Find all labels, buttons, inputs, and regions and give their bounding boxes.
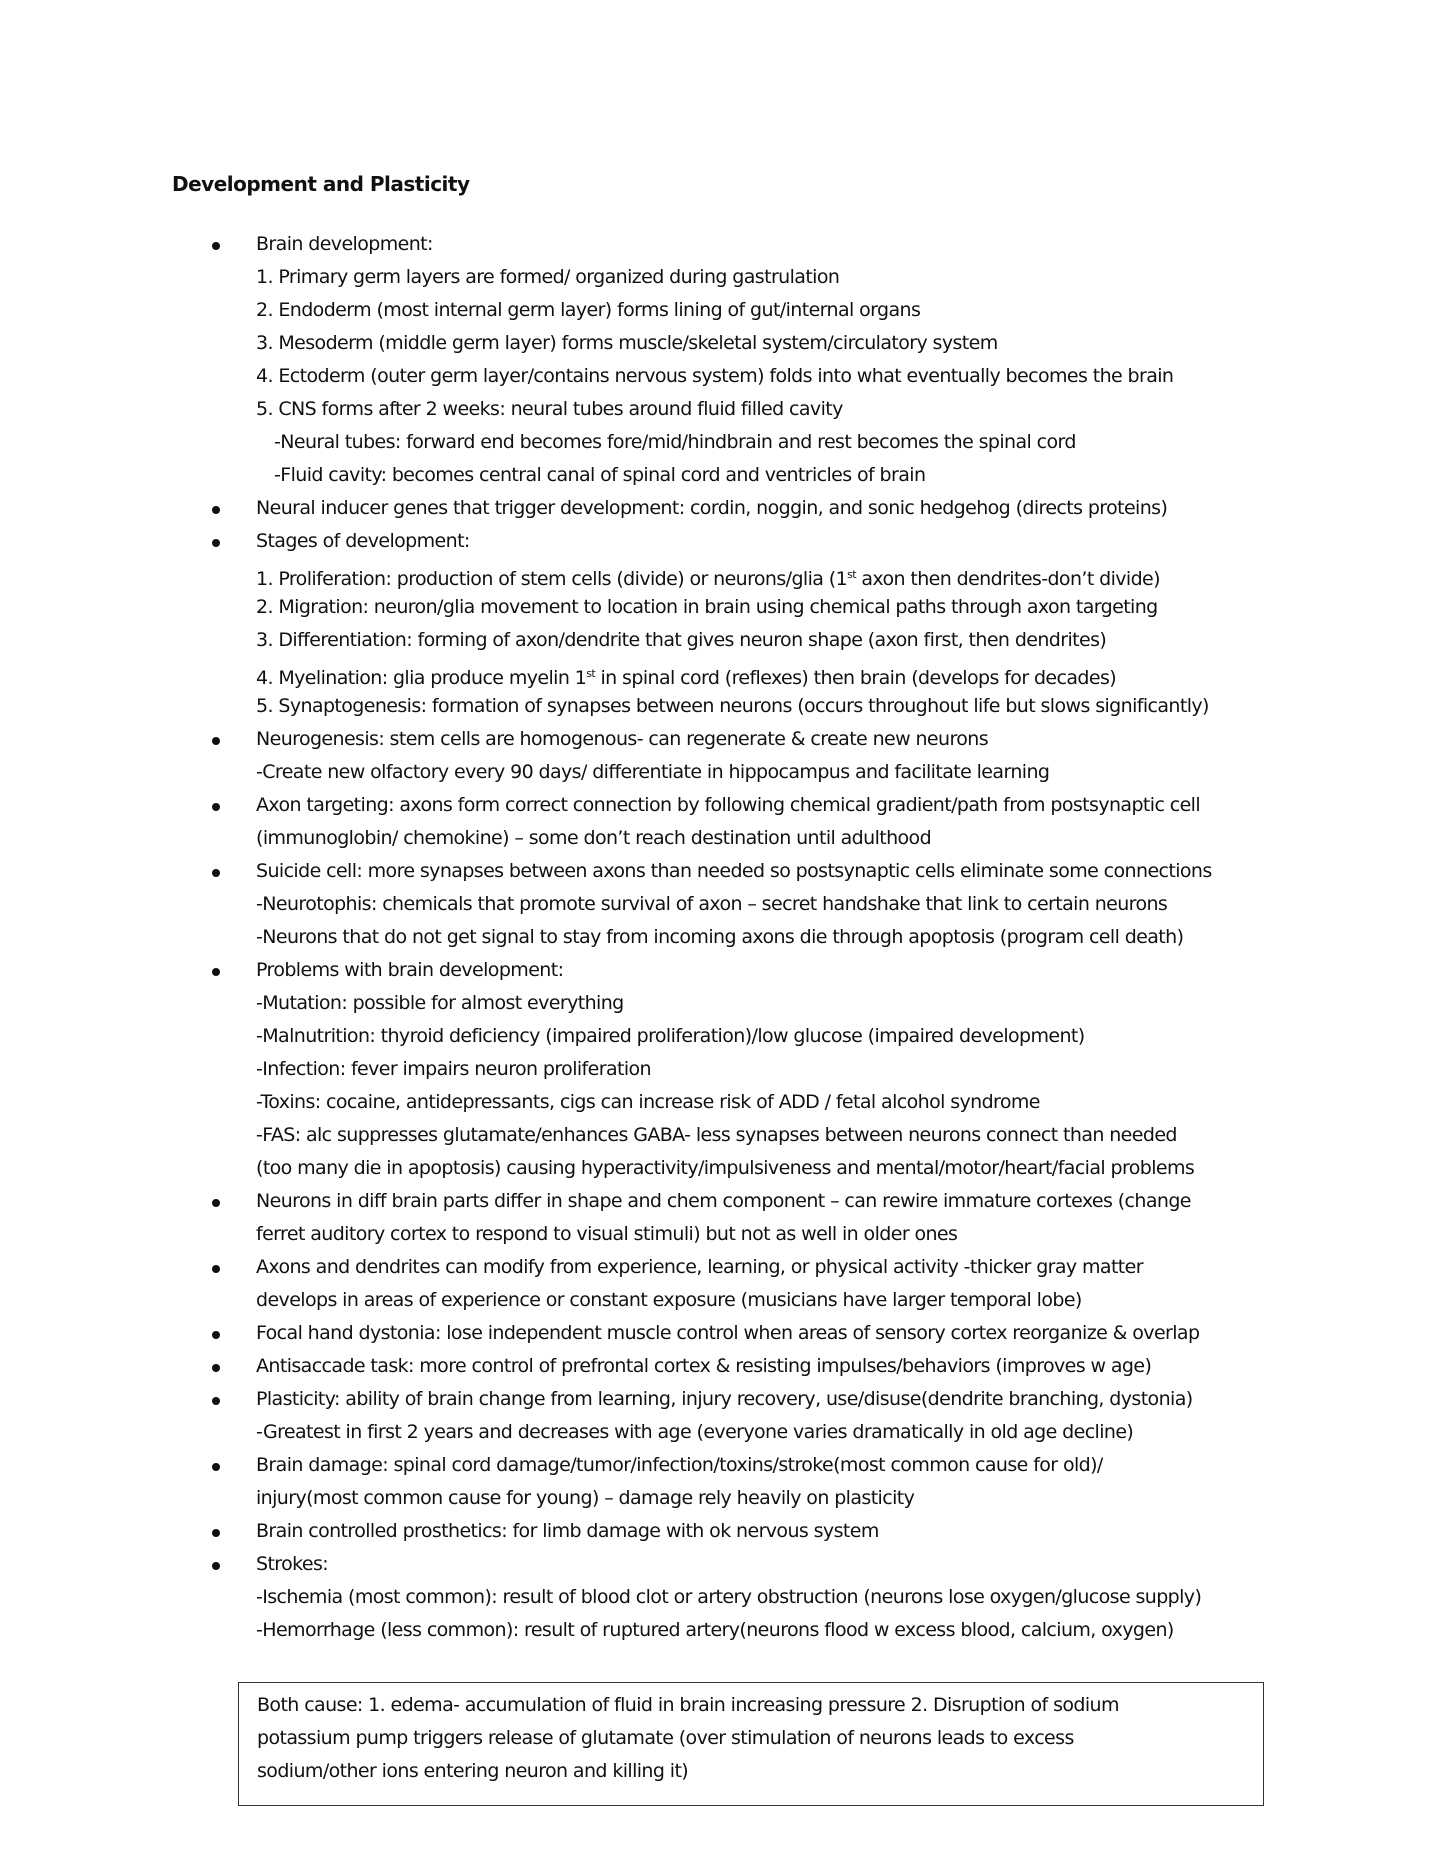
bullet-dot-icon — [212, 1199, 220, 1207]
box-line: sodium/other ions entering neuron and killing it) — [257, 1760, 689, 1782]
bullet-line-text: 5. CNS forms after 2 weeks: neural tubes around fluid filled cavity — [256, 398, 843, 420]
bullet-line — [256, 1482, 1456, 1515]
bullet-line-text: Antisaccade task: more control of prefrontal cortex & resisting impulses/behaviors (improves w age) — [256, 1355, 1152, 1377]
bullet-line — [256, 855, 1456, 888]
bullet-line-text: Axon targeting: axons form correct connection by following chemical gradient/path from postsynaptic cell — [256, 794, 1201, 816]
bullet-line — [256, 1053, 1456, 1086]
bullet-line-text: Brain damage: spinal cord damage/tumor/infection/toxins/stroke(most common cause for old)/ — [256, 1454, 1103, 1476]
bullet-line-text: Brain controlled prosthetics: for limb damage with ok nervous system — [256, 1520, 879, 1542]
bullet-line-text: -Malnutrition: thyroid deficiency (impaired proliferation)/low glucose (impaired development) — [256, 1025, 1085, 1047]
bullet-line-text: 4. Myelination: glia produce myelin 1 — [256, 667, 587, 689]
summary-box — [238, 1682, 1264, 1806]
bullet-line — [256, 1548, 1456, 1581]
bullet-line — [256, 921, 1456, 954]
bullet-line-text: Plasticity: ability of brain change from learning, injury recovery, use/disuse(dendrite branching, dystonia) — [256, 1388, 1193, 1410]
bullet-dot-icon — [212, 968, 220, 976]
bullet-line — [256, 822, 1456, 855]
bullet-line-text: Brain development: — [256, 233, 433, 255]
bullet-line-text: -Toxins: cocaine, antidepressants, cigs can increase risk of ADD / fetal alcohol syndrome — [256, 1091, 1040, 1113]
bullet-line — [256, 1119, 1456, 1152]
bullet-line — [256, 789, 1456, 822]
box-line: potassium pump triggers release of glutamate (over stimulation of neurons leads to excess — [257, 1727, 1074, 1749]
bullet-line-text: Neural inducer genes that trigger development: cordin, noggin, and sonic hedgehog (directs proteins) — [256, 497, 1168, 519]
bullet-line — [256, 228, 1456, 261]
bullet-line-text: -Ischemia (most common): result of blood clot or artery obstruction (neurons lose oxygen/glucose supply) — [256, 1586, 1202, 1608]
bullet-item — [0, 723, 1456, 789]
bullet-line — [256, 1383, 1456, 1416]
bullet-line — [256, 1185, 1456, 1218]
bullet-dot-icon — [212, 1463, 220, 1471]
bullet-line — [256, 360, 1456, 393]
bullet-line-text: in spinal cord (reflexes) then brain (develops for decades) — [595, 667, 1117, 689]
bullet-line-text: 2. Migration: neuron/glia movement to location in brain using chemical paths through axon targeting — [256, 596, 1158, 618]
bullet-line — [256, 591, 1456, 624]
bullet-item — [0, 525, 1456, 723]
bullet-line-text: 1. Proliferation: production of stem cells (divide) or neurons/glia (1 — [256, 568, 848, 590]
bullet-item — [0, 954, 1456, 1185]
bullet-dot-icon — [212, 242, 220, 250]
bullet-line-text: -Fluid cavity: becomes central canal of spinal cord and ventricles of brain — [274, 464, 926, 486]
bullet-line — [256, 1251, 1456, 1284]
bullet-line — [256, 1317, 1456, 1350]
bullet-item — [0, 1515, 1456, 1548]
bullet-dot-icon — [212, 1529, 220, 1537]
bullet-line-text: -Mutation: possible for almost everything — [256, 992, 624, 1014]
bullet-line-text: (too many die in apoptosis) causing hyperactivity/impulsiveness and mental/motor/heart/facial problems — [256, 1157, 1195, 1179]
bullet-line-text: -Hemorrhage (less common): result of ruptured artery(neurons flood w excess blood, calcium, oxygen) — [256, 1619, 1174, 1641]
bullet-line-text: -Greatest in first 2 years and decreases with age (everyone varies dramatically in old age decline) — [256, 1421, 1134, 1443]
bullet-line — [256, 1350, 1456, 1383]
bullet-line — [256, 690, 1456, 723]
bullet-line-text: (immunoglobin/ chemokine) – some don’t reach destination until adulthood — [256, 827, 932, 849]
bullet-item — [0, 1383, 1456, 1449]
bullet-line-text: 2. Endoderm (most internal germ layer) forms lining of gut/internal organs — [256, 299, 921, 321]
bullet-dot-icon — [212, 1331, 220, 1339]
bullet-line — [256, 294, 1456, 327]
bullet-line-text: Neurogenesis: stem cells are homogenous- can regenerate & create new neurons — [256, 728, 989, 750]
bullet-line — [256, 624, 1456, 657]
bullet-line-text: -Neurons that do not get signal to stay from incoming axons die through apoptosis (program cell death) — [256, 926, 1184, 948]
bullet-line-text: -Infection: fever impairs neuron proliferation — [256, 1058, 651, 1080]
page-title: Development and Plasticity — [172, 172, 470, 196]
bullet-dot-icon — [212, 506, 220, 514]
bullet-line-text: 3. Mesoderm (middle germ layer) forms muscle/skeletal system/circulatory system — [256, 332, 998, 354]
bullet-dot-icon — [212, 539, 220, 547]
bullet-line-text: 5. Synaptogenesis: formation of synapses between neurons (occurs throughout life but slows significantly) — [256, 695, 1209, 717]
bullet-dot-icon — [212, 1265, 220, 1273]
bullet-line — [256, 492, 1456, 525]
bullet-line-text: 3. Differentiation: forming of axon/dendrite that gives neuron shape (axon first, then dendrites) — [256, 629, 1107, 651]
bullet-line-text: -Neurotophis: chemicals that promote survival of axon – secret handshake that link to certain neurons — [256, 893, 1168, 915]
bullet-line — [256, 393, 1456, 426]
bullet-line — [256, 459, 1456, 492]
bullet-item — [0, 228, 1456, 492]
bullet-line — [256, 525, 1456, 558]
bullet-line — [256, 1086, 1456, 1119]
bullet-line — [256, 723, 1456, 756]
bullet-line — [256, 426, 1456, 459]
superscript: st — [586, 667, 596, 680]
bullet-line — [256, 888, 1456, 921]
box-line: Both cause: 1. edema- accumulation of fluid in brain increasing pressure 2. Disruption of sodium — [257, 1694, 1119, 1716]
bullet-line-text: develops in areas of experience or constant exposure (musicians have larger temporal lobe) — [256, 1289, 1082, 1311]
bullet-line-text: axon then dendrites-don’t divide) — [855, 568, 1160, 590]
bullet-line — [256, 1284, 1456, 1317]
bullet-line-text: Focal hand dystonia: lose independent muscle control when areas of sensory cortex reorganize & overlap — [256, 1322, 1200, 1344]
bullet-line-text: 1. Primary germ layers are formed/ organized during gastrulation — [256, 266, 840, 288]
bullet-line-text: Suicide cell: more synapses between axons than needed so postsynaptic cells eliminate some connections — [256, 860, 1212, 882]
bullet-line — [256, 327, 1456, 360]
bullet-line — [256, 657, 1456, 690]
bullet-line-text: Strokes: — [256, 1553, 329, 1575]
bullet-line-text: Stages of development: — [256, 530, 470, 552]
bullet-line-text: ferret auditory cortex to respond to visual stimuli) but not as well in older ones — [256, 1223, 958, 1245]
bullet-dot-icon — [212, 1397, 220, 1405]
bullet-line — [256, 756, 1456, 789]
bullet-item — [0, 1317, 1456, 1350]
bullet-item — [0, 1548, 1456, 1647]
bullet-line-text: Problems with brain development: — [256, 959, 564, 981]
bullet-dot-icon — [212, 869, 220, 877]
bullet-line-text: -Neural tubes: forward end becomes fore/mid/hindbrain and rest becomes the spinal cord — [274, 431, 1076, 453]
bullet-list — [0, 228, 1456, 1647]
bullet-line — [256, 261, 1456, 294]
bullet-line — [256, 1416, 1456, 1449]
bullet-item — [0, 1185, 1456, 1251]
bullet-item — [0, 789, 1456, 855]
bullet-line — [256, 1581, 1456, 1614]
bullet-item — [0, 492, 1456, 525]
bullet-line — [256, 1614, 1456, 1647]
bullet-dot-icon — [212, 803, 220, 811]
bullet-dot-icon — [212, 1364, 220, 1372]
bullet-line — [256, 1218, 1456, 1251]
bullet-line — [256, 558, 1456, 591]
bullet-line-text: 4. Ectoderm (outer germ layer/contains nervous system) folds into what eventually becomes the brain — [256, 365, 1174, 387]
bullet-dot-icon — [212, 1562, 220, 1570]
bullet-line-text: Neurons in diff brain parts differ in shape and chem component – can rewire immature cortexes (change — [256, 1190, 1191, 1212]
bullet-item — [0, 1350, 1456, 1383]
bullet-line — [256, 1152, 1456, 1185]
bullet-item — [0, 1449, 1456, 1515]
bullet-item — [0, 855, 1456, 954]
bullet-line — [256, 987, 1456, 1020]
bullet-item — [0, 1251, 1456, 1317]
bullet-line — [256, 1449, 1456, 1482]
bullet-line — [256, 1020, 1456, 1053]
bullet-line-text: -FAS: alc suppresses glutamate/enhances GABA- less synapses between neurons connect than needed — [256, 1124, 1177, 1146]
bullet-line-text: -Create new olfactory every 90 days/ differentiate in hippocampus and facilitate learning — [256, 761, 1050, 783]
bullet-line — [256, 1515, 1456, 1548]
bullet-line-text: Axons and dendrites can modify from experience, learning, or physical activity -thicker gray matter — [256, 1256, 1143, 1278]
bullet-dot-icon — [212, 737, 220, 745]
bullet-line-text: injury(most common cause for young) – damage rely heavily on plasticity — [256, 1487, 915, 1509]
bullet-line — [256, 954, 1456, 987]
superscript: st — [847, 568, 856, 581]
